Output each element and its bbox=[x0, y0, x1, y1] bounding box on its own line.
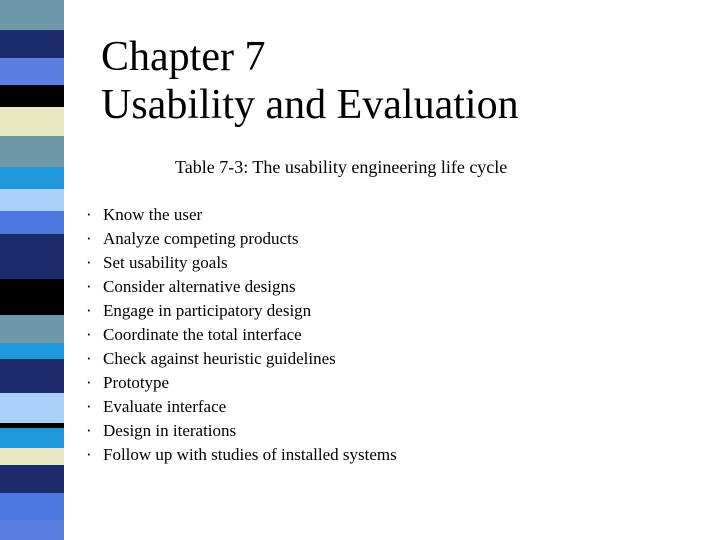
step-label: Coordinate the total interface bbox=[103, 325, 302, 344]
stripe-block bbox=[0, 136, 64, 167]
slide-title-line-1: Chapter 7 bbox=[101, 34, 266, 80]
bullet-dot: · bbox=[86, 445, 92, 464]
list-item bbox=[86, 323, 397, 347]
bullet-dot: · bbox=[86, 397, 92, 416]
decorative-stripe bbox=[0, 0, 64, 540]
stripe-block bbox=[0, 211, 64, 234]
stripe-block bbox=[0, 167, 64, 189]
list-item bbox=[86, 395, 397, 419]
list-item bbox=[86, 275, 397, 299]
list-item bbox=[86, 347, 397, 371]
list-item bbox=[86, 443, 397, 467]
list-item bbox=[86, 251, 397, 275]
bullet-dot: · bbox=[86, 325, 92, 344]
bullet-dot: · bbox=[86, 301, 92, 320]
bullet-dot: · bbox=[86, 277, 92, 296]
step-label: Engage in participatory design bbox=[103, 301, 312, 320]
stripe-block bbox=[0, 189, 64, 211]
list-item bbox=[86, 419, 397, 443]
step-label: Know the user bbox=[103, 205, 203, 224]
list-item bbox=[86, 299, 397, 323]
stripe-block bbox=[0, 393, 64, 423]
stripe-block bbox=[0, 279, 64, 315]
step-label: Prototype bbox=[103, 373, 170, 392]
slide-title bbox=[101, 33, 519, 129]
bullet-dot: · bbox=[86, 421, 92, 440]
step-label: Follow up with studies of installed systems bbox=[103, 445, 397, 464]
bullet-dot: · bbox=[86, 373, 92, 392]
stripe-block bbox=[0, 315, 64, 343]
step-label: Design in iterations bbox=[103, 421, 237, 440]
stripe-block bbox=[0, 343, 64, 359]
stripe-block bbox=[0, 428, 64, 448]
stripe-block bbox=[0, 234, 64, 279]
step-label: Consider alternative designs bbox=[103, 277, 296, 296]
stripe-block bbox=[0, 520, 64, 540]
stripe-block bbox=[0, 0, 64, 30]
bullet-dot: · bbox=[86, 253, 92, 272]
stripe-block bbox=[0, 493, 64, 520]
slide-title-line-2: Usability and Evaluation bbox=[101, 82, 519, 128]
table-caption: Table 7-3: The usability engineering life cycle bbox=[175, 157, 508, 177]
life-cycle-steps-list bbox=[86, 203, 397, 467]
bullet-dot: · bbox=[86, 229, 92, 248]
list-item bbox=[86, 227, 397, 251]
bullet-dot: · bbox=[86, 205, 92, 224]
step-label: Evaluate interface bbox=[103, 397, 227, 416]
stripe-block bbox=[0, 85, 64, 107]
stripe-block bbox=[0, 465, 64, 493]
bullet-dot: · bbox=[86, 349, 92, 368]
stripe-block bbox=[0, 107, 64, 136]
stripe-block bbox=[0, 359, 64, 393]
list-item bbox=[86, 371, 397, 395]
stripe-block bbox=[0, 58, 64, 85]
step-label: Set usability goals bbox=[103, 253, 228, 272]
list-item bbox=[86, 203, 397, 227]
step-label: Check against heuristic guidelines bbox=[103, 349, 336, 368]
step-label: Analyze competing products bbox=[103, 229, 299, 248]
stripe-block bbox=[0, 30, 64, 58]
stripe-block bbox=[0, 448, 64, 465]
